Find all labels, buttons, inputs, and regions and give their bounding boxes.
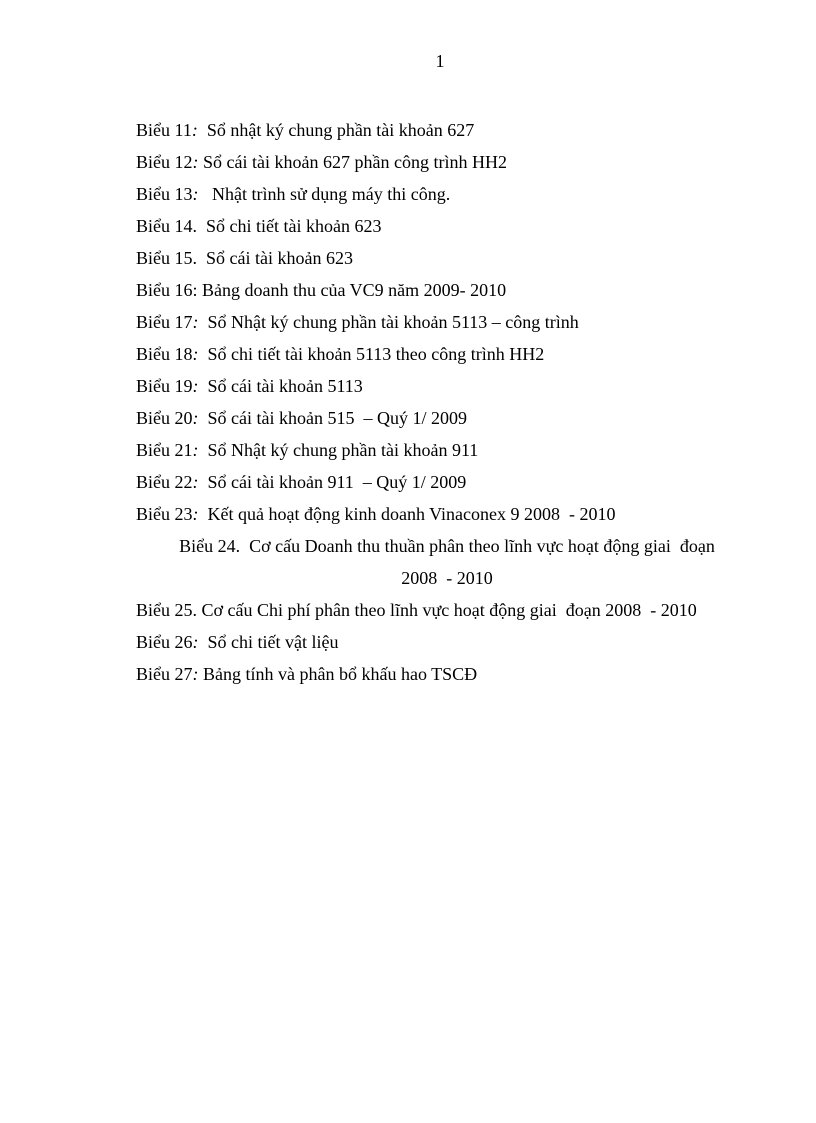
item-separator: :	[192, 408, 199, 428]
item-text: Sổ cái tài khoản 515 – Quý 1/ 2009	[198, 408, 467, 428]
item-text: Bảng doanh thu của VC9 năm 2009- 2010	[197, 280, 507, 300]
item-separator: :	[192, 184, 199, 204]
item-text: Nhật trình sử dụng máy thi công.	[198, 184, 451, 204]
item-separator: :	[192, 632, 199, 652]
item-separator: :	[191, 120, 198, 140]
item-label: Biểu 20	[136, 408, 193, 428]
item-text: Cơ cấu Chi phí phân theo lĩnh vực hoạt động giai đoạn 2008 - 2010	[197, 600, 697, 620]
item-text: Kết quả hoạt động kinh doanh Vinaconex 9 2008 - 2010	[198, 504, 616, 524]
item-text: Sổ nhật ký chung phần tài khoản 627	[197, 120, 475, 140]
list-item	[136, 466, 736, 498]
item-label: Biểu 18	[136, 344, 193, 364]
item-label: Biểu 13	[136, 184, 193, 204]
list-item	[136, 146, 736, 178]
item-separator: :	[192, 376, 199, 396]
item-label: Biểu 17	[136, 312, 193, 332]
item-label: Biểu 12	[136, 152, 193, 172]
list-item	[136, 274, 736, 306]
item-label: Biểu 25	[136, 600, 193, 620]
item-separator: :	[192, 312, 199, 332]
item-separator: :	[192, 472, 199, 492]
item-text: Sổ Nhật ký chung phần tài khoản 5113 – công trình	[198, 312, 579, 332]
item-separator: :	[192, 152, 199, 172]
item-separator: :	[192, 504, 199, 524]
item-separator: :	[192, 664, 199, 684]
list-item	[136, 338, 736, 370]
item-separator: .	[192, 216, 197, 236]
list-item	[136, 242, 736, 274]
item-text: Sổ cái tài khoản 623	[197, 248, 353, 268]
item-separator: .	[192, 600, 197, 620]
item-text: Bảng tính và phân bổ khấu hao TSCĐ	[198, 664, 478, 684]
list-item	[136, 306, 736, 338]
item-text: Sổ cái tài khoản 5113	[198, 376, 363, 396]
figure-list	[136, 114, 736, 690]
list-item	[136, 658, 736, 690]
item-text: Sổ Nhật ký chung phần tài khoản 911	[198, 440, 479, 460]
item-label: Biểu 22	[136, 472, 193, 492]
item-text-line-1: Biểu 24. Cơ cấu Doanh thu thuần phân theo lĩnh vực hoạt động giai đoạn	[179, 536, 715, 556]
item-text: Sổ cái tài khoản 911 – Quý 1/ 2009	[198, 472, 467, 492]
item-text: Sổ chi tiết tài khoản 623	[197, 216, 382, 236]
list-item	[136, 114, 736, 146]
list-item	[136, 594, 736, 626]
list-item	[136, 434, 736, 466]
item-label: Biểu 19	[136, 376, 193, 396]
item-text: Sổ cái tài khoản 627 phần công trình HH2	[198, 152, 507, 172]
item-separator: .	[192, 248, 197, 268]
list-item-centered	[136, 530, 740, 594]
item-text: Sổ chi tiết vật liệu	[198, 632, 339, 652]
page-number: 1	[435, 51, 445, 71]
list-item	[136, 498, 736, 530]
item-separator: :	[192, 280, 198, 300]
list-item	[136, 626, 736, 658]
item-label: Biểu 21	[136, 440, 193, 460]
item-label: Biểu 15	[136, 248, 193, 268]
item-text-line-2: 2008 - 2010	[401, 568, 493, 588]
item-label: Biểu 14	[136, 216, 193, 236]
list-item	[136, 210, 736, 242]
item-label: Biểu 23	[136, 504, 193, 524]
item-label: Biểu 16	[136, 280, 193, 300]
item-label: Biểu 26	[136, 632, 193, 652]
item-separator: :	[192, 440, 199, 460]
item-label: Biểu 11	[136, 120, 192, 140]
item-text: Sổ chi tiết tài khoản 5113 theo công trình HH2	[198, 344, 545, 364]
item-label: Biểu 27	[136, 664, 193, 684]
list-item	[136, 178, 736, 210]
list-item	[136, 370, 736, 402]
list-item	[136, 402, 736, 434]
item-separator: :	[192, 344, 199, 364]
